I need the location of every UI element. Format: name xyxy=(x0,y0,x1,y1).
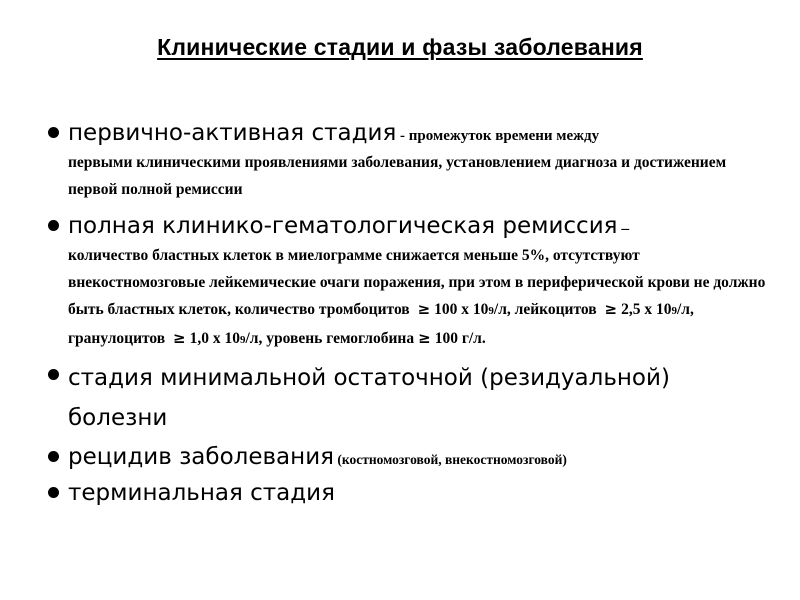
leukocytes-unit: /л, гранулоцитов xyxy=(68,301,694,347)
hemoglobin-value: 100 г/л. xyxy=(434,329,486,347)
remission-criteria-text: количество бластных клеток в миелограмме снижается меньше 5%, отсутствуют внекостномозговые лейкемические очаги поражения, при этом в периферической крови не должно быть бластных клеток, количество тромбоцитов xyxy=(68,247,766,318)
item-heading: рецидив заболевания xyxy=(68,444,334,470)
geq-symbol: ≥ xyxy=(418,328,431,347)
geq-symbol: ≥ xyxy=(173,328,186,347)
stages-list xyxy=(46,116,776,510)
list-item xyxy=(46,358,776,438)
item-heading: полная клинико-гематологическая ремиссия xyxy=(68,213,618,239)
slide-title: Клинические стадии и фазы заболевания xyxy=(157,34,643,60)
list-item xyxy=(46,476,776,510)
item-heading: терминальная стадия xyxy=(68,480,335,506)
geq-symbol: ≥ xyxy=(604,300,618,318)
granulocytes-value: 1,0 х 10 xyxy=(189,329,240,347)
item-description xyxy=(68,243,776,353)
list-item xyxy=(46,209,776,353)
bullet-icon xyxy=(48,487,59,498)
granulocytes-exponent: 9 xyxy=(239,333,246,346)
platelets-value: 100 х 10 xyxy=(434,301,489,318)
leukocytes-exponent: 9 xyxy=(671,305,677,317)
platelets-unit: /л, лейкоцитов xyxy=(493,301,597,318)
bullet-icon xyxy=(48,220,59,231)
geq-symbol: ≥ xyxy=(417,300,431,318)
item-heading: стадия минимальной остаточной (резидуальной) болезни xyxy=(68,365,670,431)
item-description-lead: - промежуток времени между xyxy=(396,128,600,144)
bullet-icon xyxy=(48,127,59,138)
item-dash: – xyxy=(617,220,630,237)
granulocytes-unit: /л, xyxy=(245,329,263,347)
list-item xyxy=(46,116,776,203)
bullet-icon xyxy=(48,369,59,380)
leukocytes-value: 2,5 х 10 xyxy=(621,301,672,318)
item-description: первыми клиническими проявлениями заболевания, установлением диагноза и достижением первой полной ремиссии xyxy=(68,154,727,198)
item-heading: первично-активная стадия xyxy=(68,120,397,146)
platelets-exponent: 9 xyxy=(488,305,494,317)
bullet-icon xyxy=(48,451,59,462)
list-item xyxy=(46,440,776,474)
hemoglobin-label: уровень гемоглобина xyxy=(266,329,415,347)
item-note: (костномозговой, внекостномозговой) xyxy=(333,452,567,467)
